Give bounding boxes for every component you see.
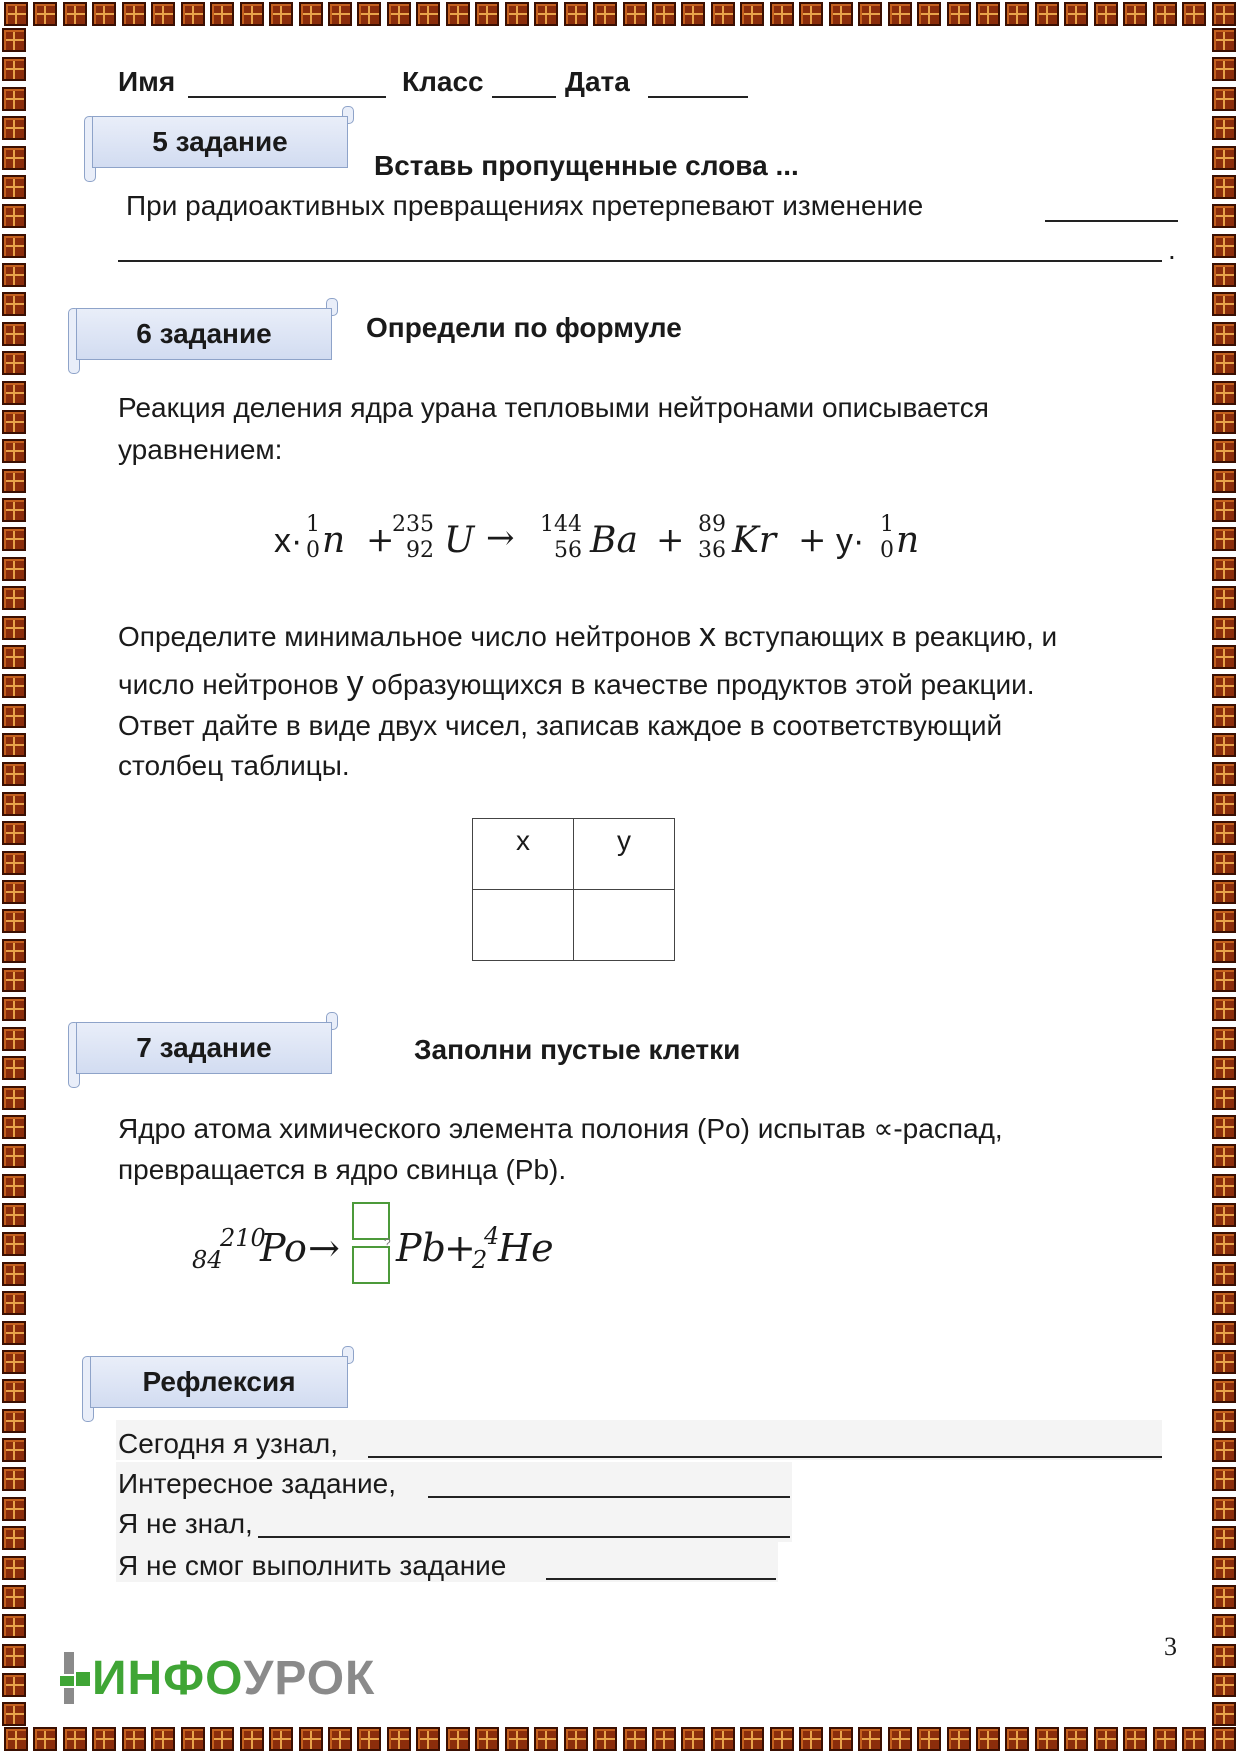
reflection-line1: Сегодня я узнал, — [118, 1428, 339, 1459]
frame-cube-icon — [1212, 322, 1236, 346]
task5-banner-label: 5 задание — [92, 116, 348, 168]
frame-cube-icon — [2, 1497, 26, 1521]
frame-cube-icon — [299, 2, 323, 26]
frame-cube-icon — [681, 1727, 705, 1751]
helium-symbol: He — [498, 1226, 554, 1270]
frame-cube-icon — [1212, 87, 1236, 111]
frame-cube-icon — [505, 2, 529, 26]
barium-mass: 144 — [540, 512, 582, 537]
frame-cube-icon — [1212, 557, 1236, 581]
frame-cube-icon — [1212, 645, 1236, 669]
frame-cube-icon — [1212, 1526, 1236, 1550]
arrow: → — [486, 518, 515, 558]
frame-cube-icon — [2, 674, 26, 698]
frame-cube-icon — [1212, 968, 1236, 992]
table-header-x: x — [473, 819, 574, 890]
frame-cube-icon — [387, 2, 411, 26]
frame-cube-icon — [2, 1056, 26, 1080]
frame-cube-icon — [1212, 616, 1236, 640]
uranium-charge: 92 — [406, 538, 434, 563]
frame-cube-icon — [1153, 1727, 1177, 1751]
frame-cube-icon — [1212, 674, 1236, 698]
frame-cube-icon — [2, 1115, 26, 1139]
frame-cube-icon — [1212, 1614, 1236, 1638]
task6-question-line1: Определите минимальное число нейтронов x вступающих в реакцию, и — [118, 616, 1058, 654]
barium-charge: 56 — [554, 538, 582, 563]
frame-cube-icon — [1212, 704, 1236, 728]
frame-cube-icon — [1212, 1673, 1236, 1697]
frame-cube-icon — [2, 322, 26, 346]
frame-cube-icon — [1212, 909, 1236, 933]
uranium-symbol: U — [444, 520, 475, 561]
task5-end-dot: . — [1168, 234, 1176, 265]
frame-cube-icon — [2, 1556, 26, 1580]
frame-cube-icon — [2, 1673, 26, 1697]
helium-mass: 4 — [484, 1222, 500, 1250]
frame-cube-icon — [1094, 1727, 1118, 1751]
frame-cube-icon — [1005, 2, 1029, 26]
frame-cube-icon — [328, 2, 352, 26]
placeholder-mark: ? — [384, 1236, 391, 1250]
frame-cube-icon — [2, 439, 26, 463]
date-label: Дата — [565, 66, 630, 97]
plus-1: + — [366, 520, 395, 560]
frame-cube-icon — [1212, 1232, 1236, 1256]
reflection-line2: Интересное задание, — [118, 1468, 396, 1499]
task5-banner — [84, 110, 354, 168]
frame-cube-icon — [2, 851, 26, 875]
frame-cube-icon — [2, 1702, 26, 1726]
frame-cube-icon — [1212, 498, 1236, 522]
frame-cube-icon — [2, 498, 26, 522]
frame-cube-icon — [1212, 1321, 1236, 1345]
plus-he: + — [444, 1226, 476, 1270]
frame-cube-icon — [240, 1727, 264, 1751]
frame-cube-icon — [122, 2, 146, 26]
frame-cube-icon — [2, 1232, 26, 1256]
frame-cube-icon — [2, 1614, 26, 1638]
frame-cube-icon — [92, 2, 116, 26]
decay-arrow: → — [308, 1226, 340, 1270]
frame-cube-icon — [181, 1727, 205, 1751]
frame-cube-icon — [2, 351, 26, 375]
task7-title: Заполни пустые клетки — [414, 1034, 741, 1065]
name-field[interactable] — [188, 96, 386, 98]
krypton-charge: 36 — [698, 538, 726, 563]
frame-cube-icon — [1094, 2, 1118, 26]
uranium-mass: 235 — [392, 512, 434, 537]
frame-cube-icon — [2, 821, 26, 845]
frame-cube-icon — [2, 792, 26, 816]
frame-cube-icon — [740, 1727, 764, 1751]
frame-cube-icon — [1212, 351, 1236, 375]
task6-title: Определи по формуле — [366, 312, 682, 343]
frame-cube-icon — [1035, 1727, 1059, 1751]
task7-text-line2: превращается в ядро свинца (Pb). — [118, 1154, 567, 1185]
frame-cube-icon — [1212, 234, 1236, 258]
frame-cube-icon — [2, 1086, 26, 1110]
fission-equation — [270, 506, 930, 576]
frame-cube-icon — [1212, 410, 1236, 434]
frame-cube-icon — [1212, 1291, 1236, 1315]
frame-cube-icon — [1123, 2, 1147, 26]
task6-banner-label: 6 задание — [76, 308, 332, 360]
frame-cube-icon — [240, 2, 264, 26]
neutron-mass: 1 — [306, 512, 320, 537]
mass-number-box[interactable] — [352, 1202, 390, 1240]
frame-cube-icon — [2, 1467, 26, 1491]
task7-banner-label: 7 задание — [76, 1022, 332, 1074]
alpha-decay-equation — [190, 1196, 570, 1292]
task6-intro-line1: Реакция деления ядра урана тепловыми нейтронами описывается — [118, 392, 989, 423]
frame-cube-icon — [1212, 1027, 1236, 1051]
frame-cube-icon — [2, 616, 26, 640]
frame-cube-icon — [2, 909, 26, 933]
frame-cube-icon — [1212, 1467, 1236, 1491]
frame-cube-icon — [917, 1727, 941, 1751]
frame-cube-icon — [888, 1727, 912, 1751]
frame-cube-icon — [357, 1727, 381, 1751]
frame-cube-icon — [475, 1727, 499, 1751]
task6-question-line3: Ответ дайте в виде двух чисел, записав каждое в соответствующий — [118, 710, 1003, 741]
frame-cube-icon — [1212, 1115, 1236, 1139]
reflection-field2[interactable] — [428, 1496, 790, 1498]
frame-cube-icon — [1212, 381, 1236, 405]
frame-cube-icon — [623, 2, 647, 26]
frame-cube-icon — [2, 762, 26, 786]
frame-cube-icon — [1212, 1056, 1236, 1080]
frame-cube-icon — [122, 1727, 146, 1751]
frame-cube-icon — [1064, 1727, 1088, 1751]
lead-symbol: Pb — [396, 1226, 446, 1270]
frame-cube-icon — [4, 2, 28, 26]
frame-cube-icon — [446, 2, 470, 26]
frame-cube-icon — [564, 2, 588, 26]
frame-cube-icon — [2, 586, 26, 610]
frame-cube-icon — [711, 2, 735, 26]
polonium-charge: 84 — [192, 1246, 223, 1274]
frame-cube-icon — [1212, 1644, 1236, 1668]
answer-cell-x[interactable] — [473, 890, 574, 961]
frame-cube-icon — [681, 2, 705, 26]
charge-number-box[interactable] — [352, 1246, 390, 1284]
frame-cube-icon — [387, 1727, 411, 1751]
krypton-mass: 89 — [698, 512, 726, 537]
frame-cube-icon — [269, 1727, 293, 1751]
frame-cube-icon — [1212, 292, 1236, 316]
frame-cube-icon — [2, 263, 26, 287]
answer-table — [472, 818, 675, 961]
neutron2-charge: 0 — [880, 538, 894, 563]
plus-3: + — [798, 520, 827, 560]
polonium-mass: 210 — [220, 1224, 266, 1252]
frame-cube-icon — [1212, 1350, 1236, 1374]
task6-question-line2: число нейтронов y образующихся в качестве продуктов этой реакции. — [118, 664, 1035, 702]
frame-cube-icon — [829, 1727, 853, 1751]
frame-cube-icon — [1212, 439, 1236, 463]
frame-cube-icon — [2, 1350, 26, 1374]
frame-cube-icon — [2, 997, 26, 1021]
frame-cube-icon — [1182, 2, 1206, 26]
frame-cube-icon — [2, 87, 26, 111]
frame-cube-icon — [770, 1727, 794, 1751]
frame-cube-icon — [1212, 57, 1236, 81]
frame-cube-icon — [1212, 1174, 1236, 1198]
frame-cube-icon — [799, 2, 823, 26]
frame-cube-icon — [711, 1727, 735, 1751]
frame-cube-icon — [1212, 1262, 1236, 1286]
frame-cube-icon — [1212, 146, 1236, 170]
reflection-line3: Я не знал, — [118, 1508, 253, 1539]
task5-answer-line1[interactable] — [1045, 220, 1178, 222]
frame-cube-icon — [917, 2, 941, 26]
frame-cube-icon — [63, 1727, 87, 1751]
frame-cube-icon — [2, 968, 26, 992]
frame-left-border — [2, 28, 30, 1727]
frame-cube-icon — [33, 1727, 57, 1751]
frame-cube-icon — [593, 2, 617, 26]
frame-cube-icon — [328, 1727, 352, 1751]
frame-cube-icon — [564, 1727, 588, 1751]
frame-top-border — [0, 2, 1240, 30]
frame-cube-icon — [2, 1526, 26, 1550]
answer-cell-y[interactable] — [574, 890, 675, 961]
frame-cube-icon — [269, 2, 293, 26]
frame-cube-icon — [2, 557, 26, 581]
frame-cube-icon — [534, 2, 558, 26]
frame-cube-icon — [1212, 1702, 1236, 1726]
krypton-symbol: Kr — [732, 520, 777, 561]
frame-cube-icon — [1212, 1497, 1236, 1521]
frame-cube-icon — [976, 1727, 1000, 1751]
task7-banner — [68, 1016, 338, 1074]
frame-cube-icon — [210, 2, 234, 26]
frame-cube-icon — [1212, 586, 1236, 610]
frame-cube-icon — [858, 2, 882, 26]
task6-intro-line2: уравнением: — [118, 434, 283, 465]
frame-cube-icon — [2, 1174, 26, 1198]
frame-cube-icon — [1212, 175, 1236, 199]
neutron2-mass: 1 — [880, 512, 894, 537]
table-header-row — [473, 819, 675, 890]
logo-text-gray: УРОК — [243, 1651, 376, 1705]
frame-cube-icon — [2, 1321, 26, 1345]
page-number: 3 — [1164, 1632, 1177, 1661]
neutron2-symbol: n — [896, 520, 920, 561]
frame-cube-icon — [1212, 997, 1236, 1021]
frame-cube-icon — [2, 175, 26, 199]
task5-answer-line2[interactable] — [118, 260, 1162, 262]
frame-cube-icon — [1212, 28, 1236, 52]
reflection-field3[interactable] — [258, 1536, 790, 1538]
frame-cube-icon — [1123, 1727, 1147, 1751]
frame-cube-icon — [2, 146, 26, 170]
frame-cube-icon — [593, 1727, 617, 1751]
frame-cube-icon — [210, 1727, 234, 1751]
task6-banner — [68, 302, 338, 360]
date-field[interactable] — [648, 96, 748, 98]
frame-cube-icon — [652, 2, 676, 26]
frame-cube-icon — [2, 939, 26, 963]
helium-charge: 2 — [472, 1246, 488, 1274]
frame-cube-icon — [446, 1727, 470, 1751]
frame-cube-icon — [2, 234, 26, 258]
frame-cube-icon — [888, 2, 912, 26]
infourok-logo — [60, 1652, 375, 1704]
frame-cube-icon — [2, 410, 26, 434]
frame-cube-icon — [299, 1727, 323, 1751]
frame-cube-icon — [1212, 1409, 1236, 1433]
reflection-banner — [82, 1350, 354, 1408]
frame-cube-icon — [92, 1727, 116, 1751]
frame-cube-icon — [976, 2, 1000, 26]
frame-cube-icon — [1212, 821, 1236, 845]
polonium-symbol: Po — [260, 1226, 307, 1270]
frame-cube-icon — [2, 880, 26, 904]
frame-cube-icon — [1212, 527, 1236, 551]
logo-text-green: ИНФО — [92, 1651, 244, 1705]
frame-cube-icon — [1064, 2, 1088, 26]
frame-cube-icon — [1182, 1727, 1206, 1751]
frame-cube-icon — [1212, 116, 1236, 140]
task6-question-line4: столбец таблицы. — [118, 750, 350, 781]
frame-cube-icon — [475, 2, 499, 26]
frame-cube-icon — [2, 733, 26, 757]
frame-cube-icon — [181, 2, 205, 26]
frame-cube-icon — [1212, 1144, 1236, 1168]
frame-cube-icon — [1212, 1203, 1236, 1227]
frame-cube-icon — [1212, 939, 1236, 963]
frame-cube-icon — [2, 381, 26, 405]
frame-cube-icon — [1212, 1379, 1236, 1403]
class-field[interactable] — [492, 96, 556, 98]
frame-cube-icon — [416, 2, 440, 26]
reflection-field1[interactable] — [368, 1456, 1162, 1458]
frame-cube-icon — [1212, 792, 1236, 816]
frame-cube-icon — [1212, 880, 1236, 904]
frame-cube-icon — [2, 28, 26, 52]
frame-cube-icon — [151, 1727, 175, 1751]
frame-cube-icon — [799, 1727, 823, 1751]
frame-cube-icon — [2, 527, 26, 551]
frame-cube-icon — [534, 1727, 558, 1751]
frame-bottom-border — [0, 1727, 1240, 1755]
task5-title: Вставь пропущенные слова ... — [374, 150, 799, 181]
frame-cube-icon — [2, 1027, 26, 1051]
frame-cube-icon — [1212, 204, 1236, 228]
table-answer-row — [473, 890, 675, 961]
frame-cube-icon — [1212, 1086, 1236, 1110]
reflection-field4[interactable] — [546, 1578, 776, 1580]
table-header-y: y — [574, 819, 675, 890]
frame-cube-icon — [2, 1585, 26, 1609]
frame-cube-icon — [2, 116, 26, 140]
name-label: Имя — [118, 66, 176, 97]
frame-cube-icon — [2, 704, 26, 728]
neutron-charge: 0 — [306, 538, 320, 563]
frame-cube-icon — [2, 57, 26, 81]
frame-cube-icon — [357, 2, 381, 26]
frame-cube-icon — [947, 1727, 971, 1751]
frame-cube-icon — [1212, 733, 1236, 757]
frame-cube-icon — [1212, 469, 1236, 493]
frame-cube-icon — [2, 292, 26, 316]
frame-cube-icon — [623, 1727, 647, 1751]
frame-cube-icon — [151, 2, 175, 26]
frame-cube-icon — [2, 645, 26, 669]
frame-cube-icon — [33, 2, 57, 26]
frame-cube-icon — [63, 2, 87, 26]
frame-cube-icon — [4, 1727, 28, 1751]
frame-cube-icon — [1005, 1727, 1029, 1751]
frame-cube-icon — [1212, 1438, 1236, 1462]
frame-cube-icon — [2, 1203, 26, 1227]
frame-cube-icon — [2, 1262, 26, 1286]
frame-cube-icon — [1212, 1727, 1236, 1751]
frame-cube-icon — [2, 1644, 26, 1668]
frame-cube-icon — [505, 1727, 529, 1751]
frame-cube-icon — [1212, 1585, 1236, 1609]
plus-2: + — [656, 520, 685, 560]
reflection-banner-label: Рефлексия — [90, 1356, 348, 1408]
frame-cube-icon — [2, 1438, 26, 1462]
frame-cube-icon — [1212, 2, 1236, 26]
coef-y: y· — [836, 522, 865, 560]
frame-cube-icon — [2, 1409, 26, 1433]
frame-cube-icon — [829, 2, 853, 26]
reflection-line4: Я не смог выполнить задание — [118, 1550, 507, 1581]
frame-cube-icon — [2, 1144, 26, 1168]
frame-cube-icon — [2, 469, 26, 493]
frame-cube-icon — [2, 1379, 26, 1403]
task5-text: При радиоактивных превращениях претерпевают изменение — [126, 190, 924, 221]
frame-cube-icon — [652, 1727, 676, 1751]
frame-cube-icon — [858, 1727, 882, 1751]
frame-cube-icon — [1212, 263, 1236, 287]
class-label: Класс — [402, 66, 484, 97]
frame-cube-icon — [1035, 2, 1059, 26]
frame-cube-icon — [1153, 2, 1177, 26]
infourok-logo-icon — [60, 1652, 92, 1704]
frame-cube-icon — [2, 204, 26, 228]
frame-cube-icon — [1212, 851, 1236, 875]
frame-cube-icon — [770, 2, 794, 26]
barium-symbol: Ba — [590, 520, 638, 561]
frame-cube-icon — [416, 1727, 440, 1751]
frame-cube-icon — [947, 2, 971, 26]
frame-cube-icon — [1212, 762, 1236, 786]
frame-right-border — [1212, 28, 1240, 1727]
task7-text-line1: Ядро атома химического элемента полония (Po) испытав ∝-распад, — [118, 1113, 1003, 1144]
coef-x: x· — [274, 522, 303, 560]
neutron-symbol: n — [322, 520, 346, 561]
frame-cube-icon — [1212, 1556, 1236, 1580]
frame-cube-icon — [2, 1291, 26, 1315]
frame-cube-icon — [740, 2, 764, 26]
